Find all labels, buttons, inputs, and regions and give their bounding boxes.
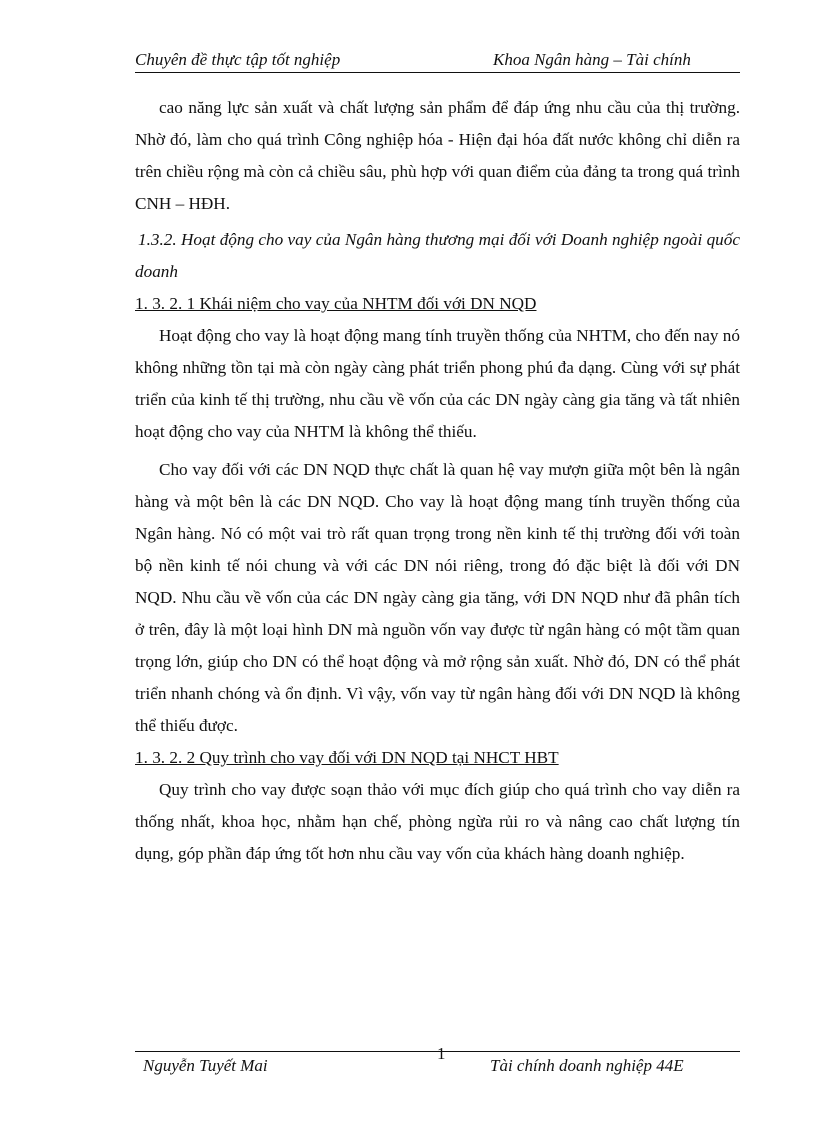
- footer-author: Nguyễn Tuyết Mai: [143, 1056, 268, 1075]
- header-left-text: Chuyên đề thực tập tốt nghiệp: [135, 50, 341, 69]
- paragraph-2: Hoạt động cho vay là hoạt động mang tính truyền thống của NHTM, cho đến nay nó không những tồn tại mà còn ngày càng phát triển phong phú đa dạng. Cùng với sự phát triển của kinh tế thị trường, nhu cầu về vốn của các DN ngày càng gia tăng và tất nhiên hoạt động cho vay của NHTM là không thể thiếu.: [135, 326, 740, 441]
- header-right-text: Khoa Ngân hàng – Tài chính: [493, 50, 691, 69]
- subheading: 1.3.2. Hoạt động cho vay của Ngân hàng thương mại đối với Doanh nghiệp ngoài quốc doanh: [135, 230, 740, 281]
- paragraph-4: Quy trình cho vay được soạn thảo với mục đích giúp cho quá trình cho vay diễn ra thống nhất, khoa học, nhằm hạn chế, phòng ngừa rủi ro và nâng cao chất lượng tín dụng, góp phần đáp ứng tốt hơn nhu cầu vay vốn của khách hàng doanh nghiệp.: [135, 780, 740, 863]
- page-header: [135, 48, 740, 74]
- page-number: 1: [437, 1044, 446, 1063]
- header-divider: [135, 72, 740, 73]
- page-footer: [135, 1044, 740, 1080]
- footer-right-text: Tài chính doanh nghiệp 44E: [490, 1056, 684, 1075]
- section-title-2: 1. 3. 2. 2 Quy trình cho vay đối với DN NQD tại NHCT HBT: [135, 748, 559, 767]
- paragraph-3: Cho vay đối với các DN NQD thực chất là quan hệ vay mượn giữa một bên là ngân hàng và một bên là các DN NQD. Cho vay là hoạt động mang tính truyền thống của Ngân hàng. Nó có một vai trò rất quan trọng trong nền kinh tế thị trường đối với toàn bộ nền kinh tế nói chung và với các DN nói riêng, trong đó đặc biệt là đối với DN NQD. Nhu cầu về vốn của các DN ngày càng gia tăng, với DN NQD như đã phân tích ở trên, đây là một loại hình DN mà nguồn vốn vay được từ ngân hàng có một tầm quan trọng lớn, giúp cho DN có thể hoạt động và mở rộng sản xuất. Nhờ đó, DN có thể phát triển nhanh chóng và ổn định. Vì vậy, vốn vay từ ngân hàng đối với DN NQD là không thể thiếu được.: [135, 460, 740, 735]
- paragraph-1: cao năng lực sản xuất và chất lượng sản phẩm để đáp ứng nhu cầu của thị trường. Nhờ đó, làm cho quá trình Công nghiệp hóa - Hiện đại hóa đất nước không chỉ diễn ra trên chiều rộng mà còn cả chiều sâu, phù hợp với quan điểm của đảng ta trong quá trình CNH – HĐH.: [135, 98, 740, 213]
- section-title-1: 1. 3. 2. 1 Khái niệm cho vay của NHTM đối với DN NQD: [135, 294, 537, 313]
- page-body: [135, 92, 740, 870]
